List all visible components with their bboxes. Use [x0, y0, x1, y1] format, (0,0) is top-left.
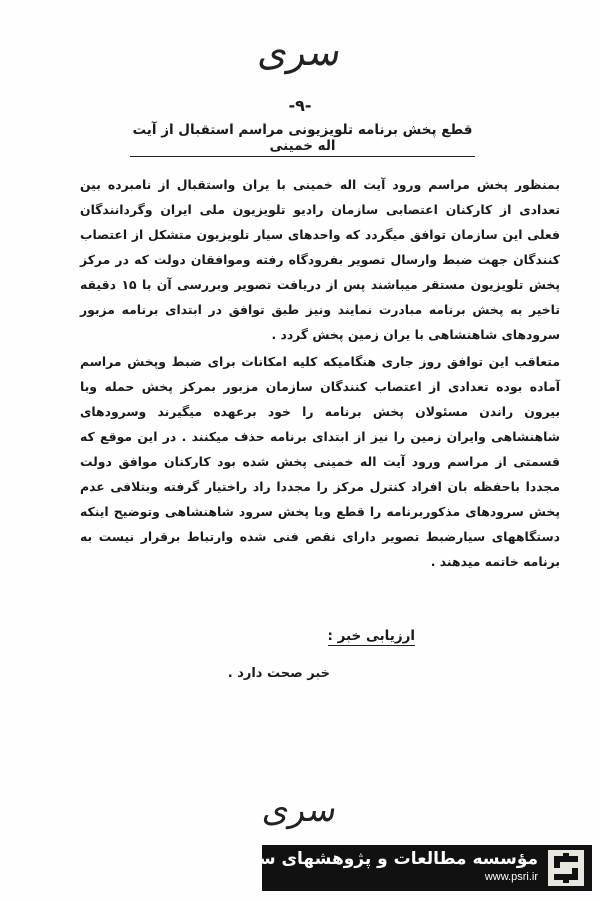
psri-logo-icon	[548, 850, 584, 886]
document-body	[80, 172, 560, 574]
body-paragraph-1: بمنظور پخش مراسم ورود آیت اله خمینی با یران واستقبال از نامبرده بین تعدادی از کارکنان اعتصابی سازمان رادیو تلویزیون ملی ایران وگردانندگان فعلی این سازمان توافق میگردد که واحدهای سیار تلویزیون متشکل از اعتصاب کنندگان جهت ضبط وارسال تصویر بفرودگاه رفته وموافقان دولت که در مرکز پخش تلویزیون مستقر میباشند پس از دریافت تصویر وبررسی آن با ۱۵ دقیقه تاخیر به پخش برنامه مبادرت نمایند ونیز طبق توافق در ابتدای برنامه مزبور سرودهای شاهنشاهی با یران زمین پخش گردد .	[80, 177, 561, 342]
body-paragraph-2: متعاقب این توافق روز جاری هنگامیکه کلیه امکانات برای ضبط وپخش مراسم آماده بوده تعدادی از اعتصاب کنندگان سازمان مزبور بمرکز پخش حمله وبا بیرون راندن مسئولان پخش برنامه را خود برعهده میگیرند وسرودهای شاهنشاهی وایران زمین را نیز از ابتدای برنامه حذف میکنند . در این موقع که قسمتی از مراسم ورود آیت اله خمینی پخش شده بود کارکنان موافق دولت مجددا باحفظه بان افراد کنترل مرکز را مجددا راد راختیار گرفته وبتلافی عدم پخش سرودهای مذکوربرنامه را قطع وبا پخش سرود شاهنشاهی وتوضیح اینکه دستگاههای سیارضبط تصویر دارای نقص فنی شده وارتباط برقرار نیست به برنامه خاتمه میدهند .	[80, 354, 560, 569]
document-title: قطع پخش برنامه تلویزیونی مراسم استقبال از آیت اله خمینی	[130, 122, 475, 157]
rating-value: خبر صحت دارد .	[227, 666, 330, 681]
watermark-footer	[211, 845, 592, 891]
classification-stamp-top: سری	[255, 30, 345, 74]
footer-organization-name: مؤسسه مطالعات و پژوهشهای سیاسی	[211, 849, 538, 869]
rating-label: ارزیابی خبر :	[327, 628, 415, 644]
footer-url: www.psri.ir	[484, 871, 538, 883]
classification-stamp-bottom: سری	[260, 790, 340, 830]
document-number: -۹-	[288, 96, 312, 115]
